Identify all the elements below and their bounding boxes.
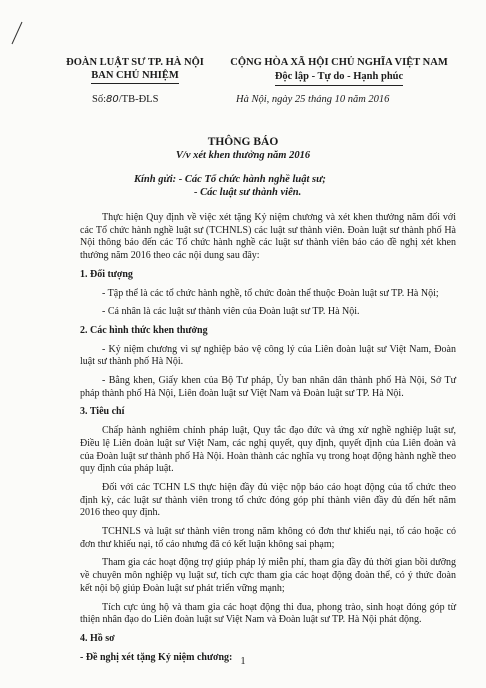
section-4-item: - Đề nghị xét tặng Kỷ niệm chương: bbox=[80, 651, 233, 663]
doc-number-suffix: /TB-ĐLS bbox=[118, 94, 159, 105]
section-1-title: 1. Đối tượng bbox=[80, 268, 133, 280]
document-number bbox=[92, 94, 158, 105]
intro-paragraph: Thực hiện Quy định về việc xét tặng Kỷ niệm chương và xét khen thưởng năm đối với các Tổ chức hành nghề luật sư (TCHNLS) các luật sư thành viên. Đoàn luật sư thành phố Hà Nội thông báo đến các Tổ chức hành nghề các luật sư thành viên báo cáo đề nghị xét khen thưởng năm 2016 theo các nội dung sau đây: bbox=[80, 212, 456, 262]
section-3-title: 3. Tiêu chí bbox=[80, 406, 125, 418]
section-3-paragraph: Tham gia các hoạt động trợ giúp pháp lý miễn phí, tham gia đầy đủ thời gian bồi dưỡng về chuyên môn nghiệp vụ luật sư, tích cực tham gia các hoạt động đoàn thể, có ý thức đoàn kết nội bộ giúp Đoàn luật sư phát triển vững mạnh; bbox=[80, 557, 456, 594]
recipient-line-1: Kính gửi: - Các Tổ chức hành nghề luật sư; bbox=[134, 174, 326, 185]
issuer-board: BAN CHỦ NHIỆM bbox=[91, 69, 179, 84]
section-2-item: - Bằng khen, Giấy khen của Bộ Tư pháp, Ủy ban nhân dân thành phố Hà Nội, Sở Tư pháp thành phố Hà Nội, Liên đoàn luật sư Việt Nam và Đoàn luật sư TP. Hà Nội. bbox=[80, 375, 456, 399]
section-2-item: - Kỷ niệm chương vì sự nghiệp bảo vệ công lý của Liên đoàn luật sư Việt Nam, Đoàn luật sư thành phố Hà Nội. bbox=[80, 343, 456, 368]
national-header bbox=[214, 56, 464, 86]
section-3-paragraph: TCHNLS và luật sư thành viên trong năm không có đơn thư khiếu nại, tố cáo hoặc có đơn thư khiếu nại, tố cáo nhưng đã có kết luận không sai phạm; bbox=[80, 526, 456, 550]
recipient-line-2: - Các luật sư thành viên. bbox=[194, 187, 302, 198]
page-number: 1 bbox=[240, 656, 246, 667]
section-1-item: - Tập thể là các tổ chức hành nghề, tổ chức đoàn thể thuộc Đoàn luật sư TP. Hà Nội; bbox=[102, 287, 439, 299]
document-body bbox=[80, 212, 456, 670]
recipients bbox=[134, 173, 326, 199]
document-title: THÔNG BÁO bbox=[207, 136, 279, 148]
issuer-org: ĐOÀN LUẬT SƯ TP. HÀ NỘI bbox=[66, 57, 204, 68]
doc-number-handwritten: 80 bbox=[106, 94, 119, 105]
national-motto: Độc lập - Tự do - Hạnh phúc bbox=[275, 70, 403, 86]
document-date: Hà Nội, ngày 25 tháng 10 năm 2016 bbox=[236, 94, 390, 105]
issuer-header bbox=[60, 56, 210, 84]
doc-number-label: Số: bbox=[92, 94, 107, 105]
section-3-paragraph: Đối với các TCHN LS thực hiện đầy đủ việc nộp báo cáo hoạt động của tổ chức theo định kỳ, các luật sư thành viên trong tổ chức đóng góp phí thành viên đầy đủ đến hết năm 2016 theo quy định. bbox=[80, 481, 456, 519]
nation-name: CỘNG HÒA XÃ HỘI CHỦ NGHĨA VIỆT NAM bbox=[230, 57, 448, 68]
section-1-item: - Cá nhân là các luật sư thành viên của Đoàn luật sư TP. Hà Nội. bbox=[102, 306, 360, 318]
document-subtitle: V/v xét khen thưởng năm 2016 bbox=[175, 150, 311, 161]
pen-mark-icon bbox=[6, 20, 26, 46]
section-3-paragraph: Tích cực ủng hộ và tham gia các hoạt động thi đua, phong trào, sinh hoạt đóng góp từ thiện nhân đạo do Liên đoàn luật sư Việt Nam và Đoàn luật sư TP. Hà Nội phát động. bbox=[80, 601, 456, 626]
section-4-title: 4. Hồ sơ bbox=[80, 632, 115, 644]
section-2-title: 2. Các hình thức khen thưởng bbox=[80, 324, 208, 336]
section-3-paragraph: Chấp hành nghiêm chỉnh pháp luật, Quy tắc đạo đức và ứng xử nghề nghiệp luật sư, Điều lệ Liên đoàn luật sư Việt Nam, các nghị quyết, quy định, quyết định của Liên đoàn và của Đoàn luật sư thành phố Hà Nội. Hoàn thành các nghĩa vụ trong hoạt động hành nghề theo quy định của pháp luật. bbox=[80, 425, 456, 475]
